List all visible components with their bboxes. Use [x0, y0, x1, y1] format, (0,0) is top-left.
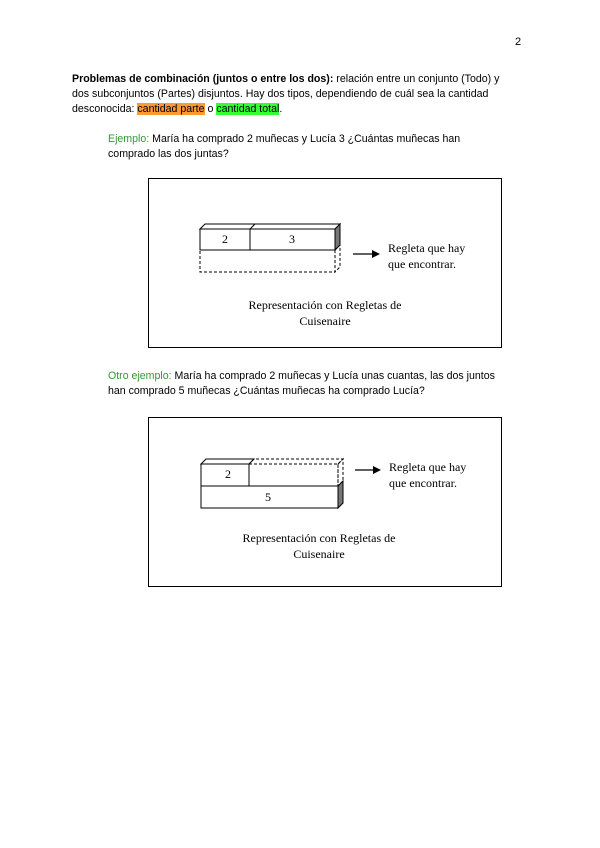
- figure2-label-2: 2: [225, 467, 231, 481]
- example2-paragraph: [108, 369, 527, 399]
- figure1-unknown-rod-side: [335, 245, 340, 272]
- example1-line1: María ha comprado 2 muñecas y Lucía 3 ¿Cuántas muñecas han: [149, 133, 461, 145]
- example1-label: Ejemplo:: [108, 133, 150, 145]
- figure2-caption-2: Cuisenaire: [293, 547, 345, 561]
- intro-title: Problemas de combinación (juntos o entre los dos):: [72, 73, 334, 85]
- example1-line2: comprado las dos juntas?: [108, 148, 229, 160]
- intro-end: .: [279, 103, 283, 115]
- figure2-diagram: [149, 418, 501, 586]
- page-number: 2: [515, 36, 522, 48]
- figure1-rod-top-face: [200, 224, 340, 229]
- figure2-box: [148, 417, 502, 587]
- figure1-arrow-label-1: Regleta que hay: [388, 241, 466, 255]
- figure1-arrow-head: [372, 250, 380, 258]
- figure1-caption-2: Cuisenaire: [299, 314, 351, 328]
- intro-line3: desconocida:: [72, 103, 138, 115]
- figure1-unknown-rod: [200, 250, 335, 272]
- figure2-arrow-label-2: que encontrar.: [389, 476, 457, 490]
- figure1-diagram: [149, 179, 501, 347]
- intro-line1: relación entre un conjunto (Todo) y: [333, 73, 500, 85]
- intro-paragraph: [72, 72, 527, 117]
- highlight-total: cantidad total: [216, 103, 280, 115]
- figure2-unknown-rod: [249, 464, 338, 486]
- figure1-box: [148, 178, 502, 348]
- figure2-arrow-label-1: Regleta que hay: [389, 460, 467, 474]
- figure2-arrow-head: [373, 466, 381, 474]
- intro-connector: o: [204, 103, 217, 115]
- figure2-caption-1: Representación con Regletas de: [242, 531, 396, 545]
- figure2-rod-top-face: [201, 459, 254, 464]
- intro-line2: dos subconjuntos (Partes) disjuntos. Hay dos tipos, dependiendo de cuál sea la cantidad: [72, 88, 489, 100]
- highlight-part: cantidad parte: [137, 103, 205, 115]
- example2-label: Otro ejemplo:: [108, 370, 172, 382]
- example2-line1: María ha comprado 2 muñecas y Lucía unas cuantas, las dos juntos: [171, 370, 495, 382]
- figure1-caption-1: Representación con Regletas de: [248, 298, 402, 312]
- figure2-label-5: 5: [265, 490, 271, 504]
- example2-line2: han comprado 5 muñecas ¿Cuántas muñecas ha comprado Lucía?: [108, 385, 425, 397]
- figure2-rod-5-side: [338, 481, 343, 508]
- example1-paragraph: [108, 132, 527, 162]
- figure1-arrow-label-2: que encontrar.: [388, 257, 456, 271]
- figure1-label-3: 3: [289, 232, 295, 246]
- figure1-label-2: 2: [222, 232, 228, 246]
- figure2-unknown-top-face: [249, 459, 343, 464]
